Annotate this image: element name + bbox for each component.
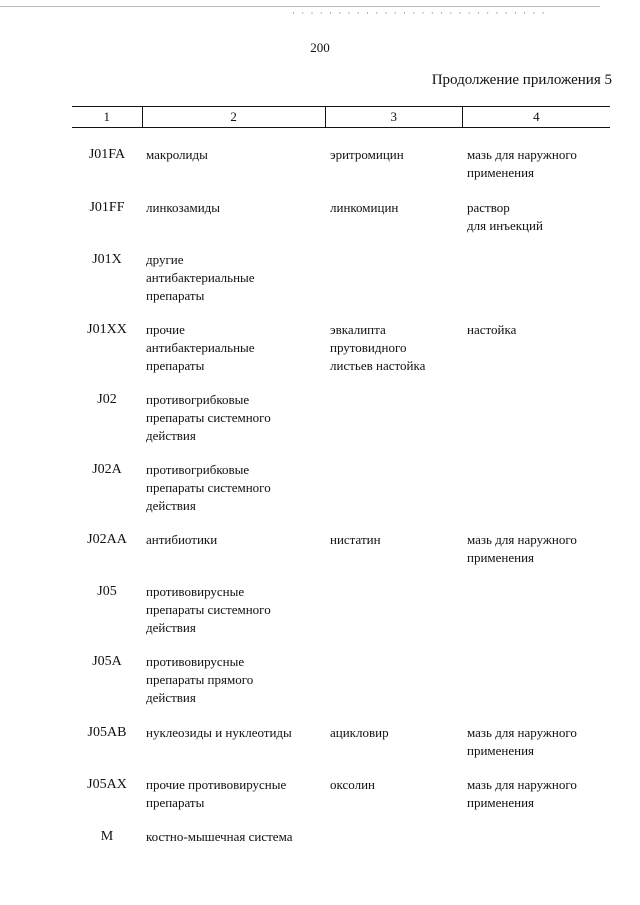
scan-artifact-line xyxy=(0,6,600,7)
table-row xyxy=(72,583,610,637)
substance-cell xyxy=(325,828,462,846)
atc-code-cell: J05A xyxy=(92,654,122,669)
group-cell: прочие антибактериальные препараты xyxy=(146,322,255,373)
group-cell: антибиотики xyxy=(146,532,218,547)
atc-code-cell: J01XX xyxy=(87,322,127,337)
substance-cell: эвкалипта прутовидного листьев настойка xyxy=(330,322,426,373)
table-header-row xyxy=(72,106,610,128)
group-cell: макролиды xyxy=(146,147,208,162)
column-header-4: 4 xyxy=(462,107,610,127)
atc-code-cell: J01FF xyxy=(89,200,125,215)
table-row xyxy=(72,461,610,515)
atc-code-cell: J01FA xyxy=(88,147,126,162)
substance-cell: оксолин xyxy=(330,777,375,792)
atc-code-cell: M xyxy=(100,829,114,844)
table-row xyxy=(72,531,610,567)
table-row xyxy=(72,321,610,375)
substance-cell: ацикловир xyxy=(330,725,389,740)
atc-code-cell: J02AA xyxy=(87,532,127,547)
form-cell xyxy=(462,828,610,846)
form-cell xyxy=(462,461,610,515)
substance-cell: линкомицин xyxy=(330,200,399,215)
scan-artifact-dots: · · · · · · · · · · · · · · · · · · · · · · · · · · · · xyxy=(292,8,547,18)
column-header-3: 3 xyxy=(325,107,462,127)
group-cell: противогрибковые препараты системного действия xyxy=(146,392,271,443)
atc-code-cell: J05AX xyxy=(87,777,127,792)
form-cell xyxy=(462,583,610,637)
table-row xyxy=(72,776,610,812)
form-cell: мазь для наружного применения xyxy=(467,777,577,810)
continuation-heading: Продолжение приложения 5 xyxy=(431,72,612,88)
table-row xyxy=(72,828,610,846)
table-row xyxy=(72,199,610,235)
group-cell: линкозамиды xyxy=(146,200,220,215)
atc-code-cell: J01X xyxy=(92,252,122,267)
page-number: 200 xyxy=(310,40,330,55)
form-cell xyxy=(462,653,610,707)
group-cell: противогрибковые препараты системного действия xyxy=(146,462,271,513)
form-cell xyxy=(462,391,610,445)
column-header-1: 1 xyxy=(103,109,111,124)
group-cell: другие антибактериальные препараты xyxy=(146,252,255,303)
substance-cell: эритромицин xyxy=(330,147,404,162)
medications-table xyxy=(72,106,610,844)
table-row xyxy=(72,391,610,445)
atc-code-cell: J05 xyxy=(97,584,117,599)
form-cell xyxy=(462,251,610,305)
group-cell: нуклеозиды и нуклеотиды xyxy=(146,725,292,740)
substance-cell xyxy=(325,583,462,637)
table-row xyxy=(72,146,610,182)
table-row xyxy=(72,251,610,305)
group-cell: противовирусные препараты системного действия xyxy=(146,584,271,635)
group-cell: прочие противовирусные препараты xyxy=(146,777,287,810)
form-cell: настойка xyxy=(467,322,517,337)
substance-cell xyxy=(325,653,462,707)
table-row xyxy=(72,653,610,707)
substance-cell: нистатин xyxy=(330,532,381,547)
atc-code-cell: J02A xyxy=(92,462,122,477)
form-cell: мазь для наружного применения xyxy=(467,147,577,180)
substance-cell xyxy=(325,391,462,445)
column-header-2: 2 xyxy=(142,107,325,127)
form-cell: мазь для наружного применения xyxy=(467,532,577,565)
form-cell: раствор для инъекций xyxy=(467,200,543,233)
substance-cell xyxy=(325,251,462,305)
group-cell: противовирусные препараты прямого действия xyxy=(146,654,254,705)
substance-cell xyxy=(325,461,462,515)
table-row xyxy=(72,724,610,760)
form-cell: мазь для наружного применения xyxy=(467,725,577,758)
atc-code-cell: J05AB xyxy=(87,725,127,740)
group-cell: костно-мышечная система xyxy=(146,829,293,844)
atc-code-cell: J02 xyxy=(97,392,117,407)
